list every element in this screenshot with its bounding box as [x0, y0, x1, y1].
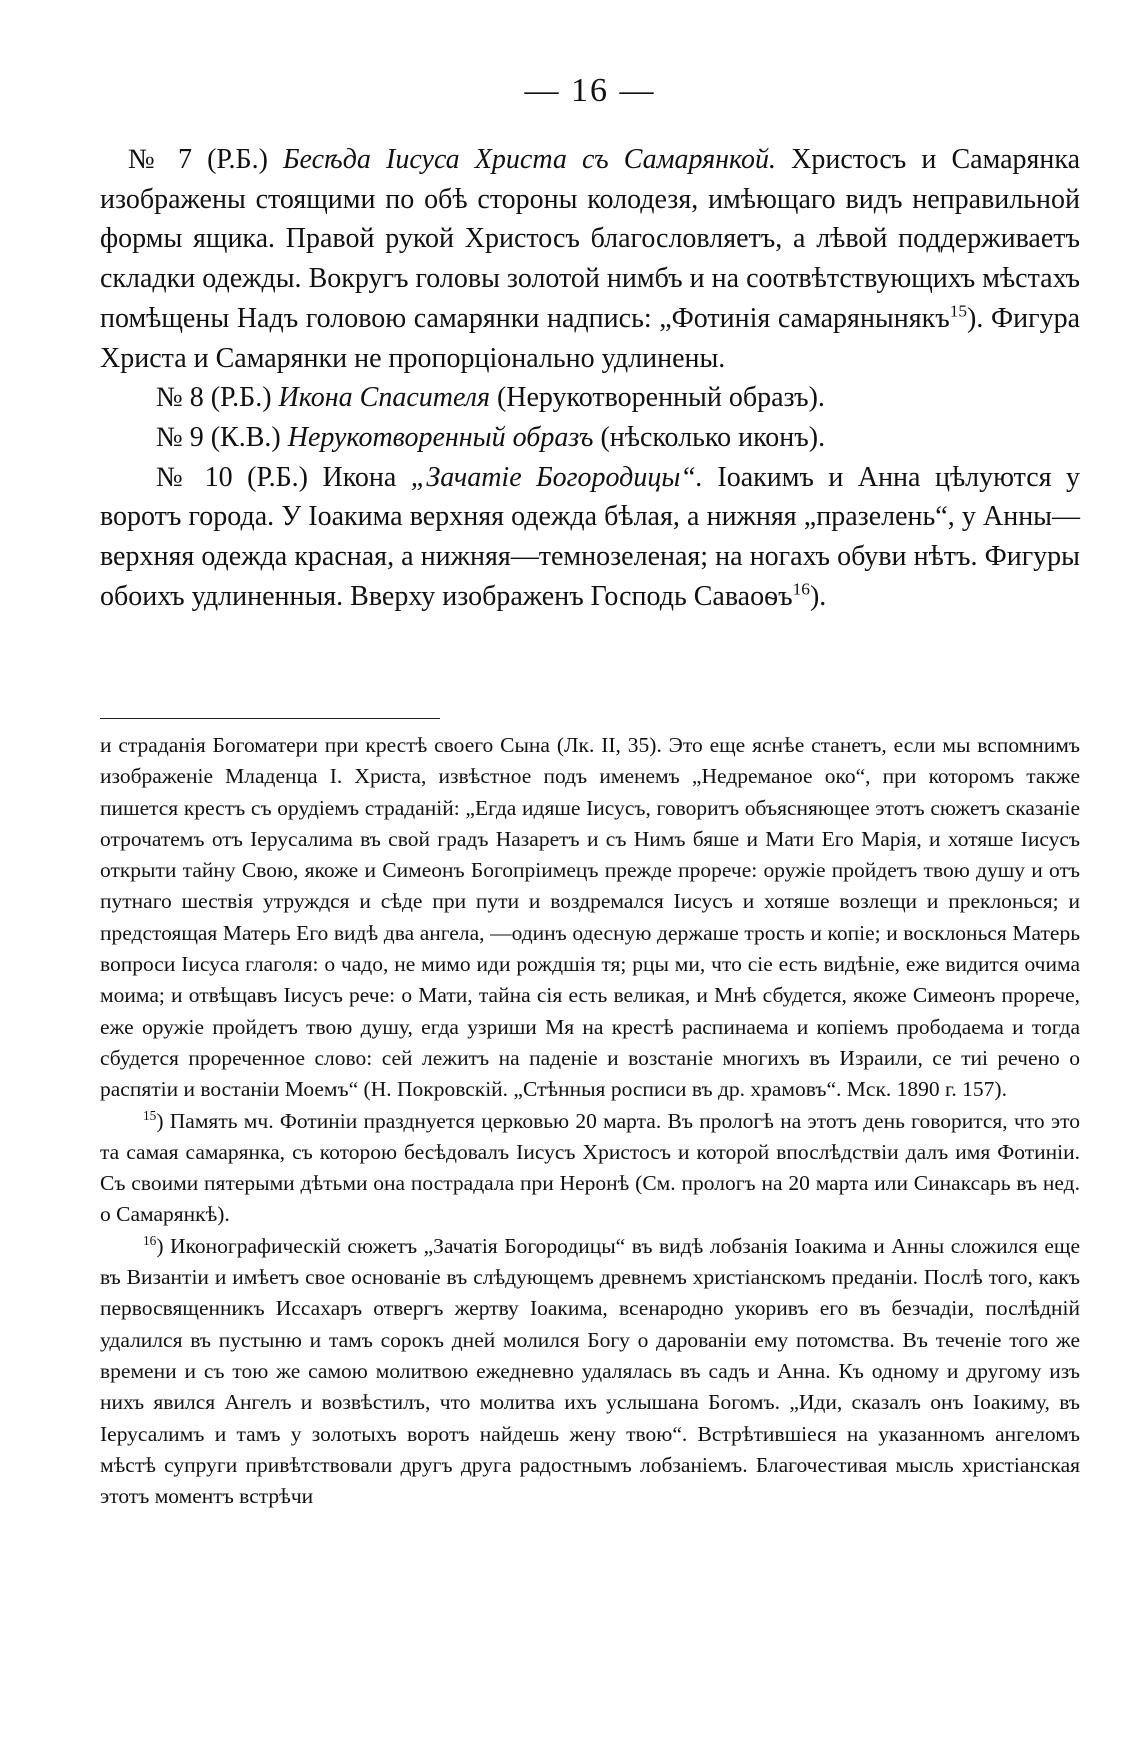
entry-text: Надъ головою самарянки надпись: „Фотинiя самарянынякъ	[236, 302, 950, 334]
entry-text: Іоакимъ и Анна цѣлуются у воротъ города. У Іоакима верхняя одежда бѣлая, а нижняя „празелень“, у Анны—верхняя одежда красная, а нижняя—темнозеленая; на ногахъ обуви нѣтъ. Фигуры обоихъ удлиненныя. Вверху изображенъ Господь Саваоѳъ	[100, 461, 1081, 612]
entry-number: № 8	[156, 382, 204, 414]
entry-code: (К.В.)	[210, 421, 281, 453]
entry-code: (Р.Б.)	[247, 461, 308, 493]
entry-code: (Р.Б.)	[207, 144, 268, 175]
catalog-entries	[100, 140, 1080, 616]
footnote-text: ) Память мч. Фотиніи празднуется церковью 20 марта. Въ прологѣ на этотъ день говорится, что это та самая самарянка, съ которою бесѣдовалъ Іисусъ Христосъ и которой впослѣдствіи далъ имя Фотиніи. Съ своими пятерыми дѣтьми она пострадала при Неронѣ (См. прологъ на 20 марта или Синаксарь въ нед. о Самарянкѣ).	[100, 1108, 1080, 1227]
entry-title: „Зачатіе Богородицы“.	[410, 461, 703, 493]
footnote-ref: 15	[949, 301, 968, 321]
footnote-16	[100, 1231, 1080, 1513]
entry-text: Икона	[322, 461, 397, 493]
entry-number: № 9	[156, 421, 204, 453]
footnotes	[100, 730, 1080, 1512]
entry-text: Христосъ и Самарянка изображены стоящими по обѣ стороны колодезя, имѣющаго видъ неправильной формы ящика. Правой рукой Христосъ благословляетъ, а лѣвой поддерживаетъ складки одежды. Вокругъ головы золотой нимбъ и на соотвѣтствующихъ мѣстахъ помѣщены	[100, 144, 1081, 334]
entry-number: № 10	[156, 461, 233, 493]
entry-text: (Нерукотворенный образъ).	[496, 382, 825, 414]
footnote-ref: 16	[792, 579, 810, 599]
entry-7	[100, 140, 1080, 378]
entry-9	[100, 418, 1080, 458]
entry-title: Нерукотворенный образъ	[287, 421, 594, 453]
entry-title: Бесѣда Іисуса Христа съ Самарянкой.	[283, 144, 777, 175]
entry-text: (нѣсколько иконъ).	[600, 421, 826, 453]
entry-8	[100, 378, 1080, 418]
entry-text: ).	[809, 580, 827, 612]
entry-code: (Р.Б.)	[210, 382, 272, 414]
footnote-marker: 15	[143, 1107, 157, 1123]
entry-title: Икона Спасителя	[278, 382, 490, 414]
footnote-15	[100, 1106, 1080, 1231]
entry-text: ). Фигура Христа и Самарянки не пропорціонально удлинены.	[100, 302, 1081, 374]
footnote-divider	[100, 718, 440, 719]
document-page	[100, 0, 1080, 1754]
footnote-continuation: и страданія Богоматери при крестѣ своего Сына (Лк. II, 35). Это еще яснѣе станетъ, если мы вспомнимъ изображеніе Младенца І. Христа, извѣстное подъ именемъ „Недреманое око“, при которомъ также пишется крестъ съ орудіемъ страданій: „Егда идяше Іисусъ, говоритъ объясняющее этотъ сюжетъ сказаніе отрочатемъ отъ Іерусалима въ свой градъ Назаретъ и съ Нимъ бяше и Мати Его Марія, и хотяше Іисусъ открыти тайну Свою, якоже и Симеонъ Богопріимецъ прежде прорече: оружіе пройдетъ твою душу и отъ путнаго шествія утруждся и сѣде при пути и воздремался Іисусъ и хотяше возлещи и преклонься; и предстоящая Матерь Его видѣ два ангела, —одинъ одесную держаше трость и копіе; и восклонься Матерь вопроси Іисуса глаголя: о чадо, не мимо иди рождшія тя; рцы ми, что сіе есть видѣніе, еже видится очима моима; и отвѣщавъ Іисусъ рече: о Мати, тайна сія есть великая, и Мнѣ сбудется, якоже Симеонъ прорече, еже оружіе пройдетъ твою душу, егда узриши Мя на крестѣ распинаема и копіемъ прободаема и тогда сбудется прореченное слово: сей лежитъ на паденіе и возстаніе многихъ въ Израили, се тиі речено о распятіи и востаніи Моемъ“ (Н. Покровскій. „Стѣнныя росписи въ др. храмовъ“. Мск. 1890 г. 157).	[100, 733, 1080, 1102]
entry-number: № 7	[128, 144, 192, 175]
page-number: — 16 —	[524, 72, 656, 109]
footnote-text: ) Иконографическій сюжетъ „Зачатія Богородицы“ въ видѣ лобзанія Іоакима и Анны сложился еще въ Византіи и имѣетъ свое основаніе въ слѣдующемъ древнемъ христіанскомъ преданіи. Послѣ того, какъ первосвященникъ Иссахаръ отвергъ жертву Іоакима, всенародно укоривъ его въ безчадіи, послѣдній удалился въ пустыню и тамъ сорокъ дней молился Богу о дарованіи ему потомства. Въ теченіе того же времени и съ тою же самою молитвою ежедневно удалялась въ садъ и Анна. Къ одному и другому изъ нихъ явился Ангелъ и возвѣстилъ, что молитва ихъ услышана Богомъ. „Иди, сказалъ онъ Іоакиму, въ Іерусалимъ и тамъ у золотыхъ воротъ найдешь жену твою“. Встрѣтившіеся на указанномъ ангеломъ мѣстѣ супруги привѣтствовали другъ друга радостнымъ лобзаніемъ. Благочестивая мысль христіанская этотъ моментъ встрѣчи	[100, 1233, 1080, 1509]
entry-10	[100, 458, 1080, 617]
footnote-marker: 16	[143, 1232, 157, 1248]
